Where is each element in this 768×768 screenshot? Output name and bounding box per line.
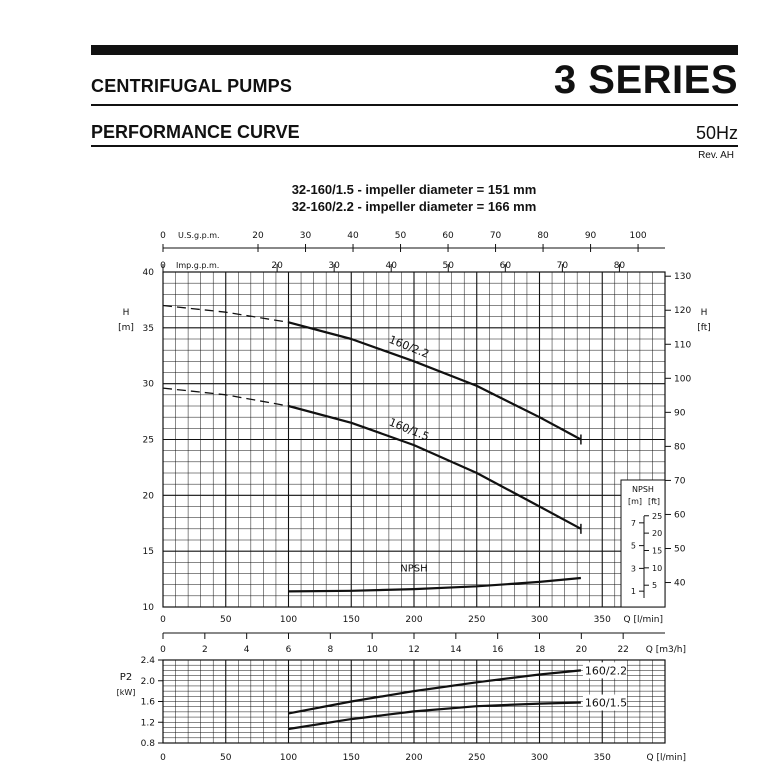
m3h-tick-label: 14 — [450, 645, 462, 655]
power-x-tick-label: 350 — [593, 753, 611, 763]
usgpm-tick-label: 90 — [584, 231, 597, 241]
power-axis-label: P2 — [119, 672, 133, 683]
usgpm-tick-label: 0 — [160, 231, 166, 241]
npsh-legend-unit-ft: [ft] — [647, 497, 661, 506]
power-y-tick-label: 1.2 — [140, 718, 155, 729]
y-tick-label: 20 — [142, 491, 154, 502]
usgpm-tick-label: 30 — [299, 231, 312, 241]
revision-label: Rev. AH — [698, 150, 734, 161]
impgpm-tick-label: 60 — [499, 261, 512, 271]
m3h-tick-label: 22 — [617, 645, 629, 655]
power-axis-unit: [kW] — [116, 688, 136, 697]
head-curve-160-1-5-line — [289, 406, 581, 529]
m3h-tick-label: 10 — [366, 645, 378, 655]
m3h-tick-label: 0 — [160, 645, 166, 655]
npsh-ft-tick-label: 15 — [652, 546, 663, 556]
npsh-m-tick-label: 7 — [630, 518, 636, 528]
npsh-legend-title: NPSH — [632, 485, 654, 494]
power-curve-160-2-2-line — [289, 670, 581, 713]
power-y-tick-label: 1.6 — [140, 697, 155, 708]
x-tick-label: 0 — [160, 615, 166, 625]
y-right-axis-unit: [ft] — [697, 323, 711, 333]
x-axis-label: Q [l/min] — [623, 615, 663, 625]
series-title: 3 SERIES — [553, 58, 738, 102]
usgpm-tick-label: 80 — [537, 231, 549, 241]
power-x-tick-label: 250 — [468, 753, 486, 763]
x-tick-label: 200 — [405, 615, 423, 625]
power-curve-label: 160/2.2 — [584, 664, 628, 678]
usgpm-tick-label: 60 — [442, 231, 454, 241]
y-right-tick-label: 60 — [674, 510, 686, 521]
power-y-tick-label: 0.8 — [140, 739, 155, 749]
impgpm-tick-label: 70 — [556, 261, 569, 271]
npsh-ft-tick-label: 5 — [652, 581, 658, 591]
npsh-legend-unit-m: [m] — [627, 497, 643, 506]
y-tick-label: 40 — [142, 268, 154, 278]
x-tick-label: 350 — [593, 615, 611, 625]
power-x-tick-label: 50 — [220, 753, 232, 763]
usgpm-axis-label: U.S.g.p.m. — [178, 231, 220, 240]
x-tick-label: 100 — [279, 615, 298, 625]
y-tick-label: 25 — [142, 435, 154, 446]
y-right-axis-label: H — [700, 308, 708, 318]
y-tick-label: 15 — [142, 547, 154, 558]
usgpm-tick-label: 40 — [347, 231, 359, 241]
npsh-ft-tick-label: 20 — [652, 529, 663, 539]
impgpm-tick-label: 40 — [385, 261, 397, 271]
y-right-tick-label: 130 — [674, 272, 692, 283]
m3h-tick-label: 18 — [533, 645, 546, 655]
usgpm-tick-label: 50 — [394, 231, 407, 241]
impgpm-tick-label: 80 — [613, 261, 626, 271]
m3h-tick-label: 4 — [243, 645, 250, 655]
y-axis-unit: [m] — [118, 323, 134, 333]
impgpm-axis-label: Imp.g.p.m. — [176, 261, 220, 270]
m3h-tick-label: 2 — [201, 645, 208, 655]
impgpm-tick-label: 20 — [271, 261, 283, 271]
power-x-tick-label: 150 — [342, 753, 360, 763]
chart-title-line-1: 32-160/1.5 - impeller diameter = 151 mm — [291, 182, 537, 197]
x-tick-label: 300 — [530, 615, 549, 625]
y-right-tick-label: 120 — [674, 306, 692, 317]
npsh-m-tick-label: 3 — [630, 564, 636, 574]
npsh-m-tick-label: 5 — [630, 541, 636, 551]
y-right-tick-label: 80 — [674, 442, 686, 453]
m3h-tick-label: 12 — [408, 645, 420, 655]
y-tick-label: 30 — [142, 379, 154, 390]
section-title: PERFORMANCE CURVE — [91, 122, 300, 142]
impgpm-tick-label: 50 — [442, 261, 454, 271]
x-tick-label: 250 — [468, 615, 486, 625]
npsh-ft-tick-label: 10 — [652, 563, 663, 573]
frequency-label: 50Hz — [695, 123, 738, 143]
npsh-ft-tick-label: 25 — [652, 511, 663, 521]
power-curve-label: 160/1.5 — [584, 696, 628, 710]
head-curve-label: 160/1.5 — [387, 415, 432, 444]
head-curve-160-2-2-line — [289, 322, 581, 439]
y-tick-label: 35 — [142, 323, 154, 334]
y-right-tick-label: 40 — [674, 578, 686, 589]
x-tick-label: 150 — [342, 615, 360, 625]
power-y-tick-label: 2.0 — [140, 676, 155, 687]
usgpm-tick-label: 20 — [252, 231, 264, 241]
usgpm-tick-label: 100 — [629, 231, 647, 241]
m3h-tick-label: 20 — [575, 645, 588, 655]
impgpm-tick-label: 30 — [328, 261, 340, 271]
npsh-curve-label: NPSH — [400, 563, 428, 575]
head-curve-label: 160/2.2 — [387, 332, 432, 361]
y-axis-label: H — [122, 308, 130, 318]
power-x-tick-label: 100 — [279, 753, 298, 763]
power-x-axis-label: Q [l/min] — [646, 753, 686, 763]
y-right-tick-label: 100 — [674, 374, 692, 385]
y-right-tick-label: 110 — [674, 340, 692, 351]
x-tick-label: 50 — [220, 615, 232, 625]
power-x-tick-label: 200 — [405, 753, 423, 763]
chart-title-line-2: 32-160/2.2 - impeller diameter = 166 mm — [291, 199, 537, 214]
y-tick-label: 10 — [142, 603, 154, 613]
m3h-tick-label: 6 — [285, 645, 292, 655]
npsh-m-tick-label: 1 — [630, 587, 636, 597]
power-y-tick-label: 2.4 — [140, 656, 155, 666]
y-right-tick-label: 70 — [674, 476, 686, 487]
impgpm-tick-label: 0 — [160, 261, 166, 271]
y-right-tick-label: 50 — [674, 544, 686, 555]
page-title: CENTRIFUGAL PUMPS — [91, 76, 293, 96]
m3h-tick-label: 16 — [491, 645, 504, 655]
power-x-tick-label: 300 — [530, 753, 549, 763]
m3h-axis-label: Q [m3/h] — [645, 645, 686, 655]
usgpm-tick-label: 70 — [489, 231, 502, 241]
power-x-tick-label: 0 — [160, 753, 166, 763]
m3h-tick-label: 8 — [327, 645, 334, 655]
y-right-tick-label: 90 — [674, 408, 686, 419]
